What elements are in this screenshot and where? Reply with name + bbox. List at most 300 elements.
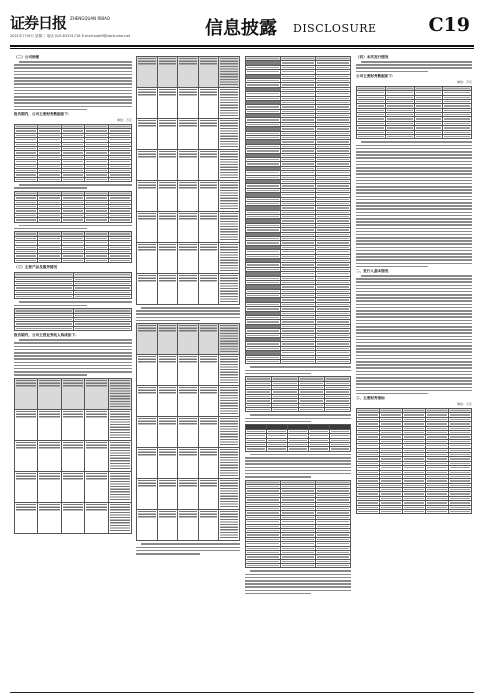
table-cell <box>198 57 219 88</box>
table-row <box>15 258 132 262</box>
col4-paragraph <box>356 61 472 72</box>
text-line <box>14 187 87 189</box>
logo-subtitle: ZHENGQUAN RIBAO <box>70 16 110 21</box>
text-line <box>14 355 132 357</box>
table-cell <box>449 510 472 514</box>
table-row <box>137 212 240 243</box>
text-line <box>356 339 472 341</box>
table-cell <box>219 510 240 541</box>
text-line <box>19 184 132 186</box>
table-cell <box>309 447 330 451</box>
table-cell <box>198 274 219 305</box>
table-cell <box>137 181 158 212</box>
text-line <box>245 590 351 592</box>
table-cell <box>137 324 158 355</box>
table-cell <box>157 417 178 448</box>
table-row <box>137 510 240 541</box>
text-line <box>356 215 472 217</box>
table-cell <box>219 150 240 181</box>
text-line <box>356 332 472 334</box>
text-line <box>356 240 472 242</box>
text-line <box>356 177 472 179</box>
table-cell <box>198 243 219 274</box>
text-line <box>356 259 472 261</box>
col4-paragraph <box>356 275 472 395</box>
table-cell <box>38 258 61 262</box>
text-line <box>250 570 351 572</box>
table-cell <box>85 258 108 262</box>
text-line <box>356 364 472 366</box>
text-line <box>14 352 132 354</box>
table-row <box>137 355 240 386</box>
table-cell <box>219 274 240 305</box>
table-cell <box>178 88 199 119</box>
text-line <box>14 368 132 370</box>
table-cell <box>380 510 403 514</box>
text-line <box>14 102 132 104</box>
text-line <box>356 336 472 338</box>
col1-heading: 报告期内，公司主营业务收入构成如下： <box>14 333 79 338</box>
table-cell <box>108 258 131 262</box>
text-line <box>356 205 472 207</box>
table-cell <box>198 212 219 243</box>
table-cell <box>38 218 61 222</box>
text-line <box>245 577 351 579</box>
table-cell <box>198 355 219 386</box>
text-line <box>356 154 472 156</box>
text-line <box>356 173 472 175</box>
text-line <box>356 390 472 392</box>
issue-date-line: 2021年7月6日 星期二 电话 010-83251716 E-mail:zqrb9@zqrb.sina.net <box>10 34 131 38</box>
col4-heading: 二、发行人基本情况 <box>356 268 389 273</box>
text-line <box>14 96 132 98</box>
table-cell <box>38 502 61 533</box>
text-line <box>356 145 472 147</box>
col3-paragraph <box>245 454 351 478</box>
table-cell <box>198 510 219 541</box>
financial-table <box>14 124 132 182</box>
text-line <box>14 83 132 85</box>
col1-heading: （三）主要产品及服务情况 <box>14 265 58 270</box>
text-line <box>356 281 472 283</box>
table-cell <box>198 324 219 355</box>
table-cell <box>61 177 84 181</box>
text-line <box>356 361 472 363</box>
table-cell <box>198 88 219 119</box>
table-cell <box>157 479 178 510</box>
table-cell <box>281 564 316 568</box>
table-cell <box>272 408 298 412</box>
table-cell <box>15 502 38 533</box>
table-cell <box>316 564 351 568</box>
text-line <box>356 358 472 360</box>
col1-paragraph <box>14 225 132 230</box>
text-line <box>245 593 311 595</box>
table-cell <box>137 510 158 541</box>
text-line <box>356 221 472 223</box>
table-cell <box>403 510 426 514</box>
text-line <box>356 310 472 312</box>
text-line <box>356 234 472 236</box>
table-cell <box>15 409 38 440</box>
text-line <box>356 374 472 376</box>
table-cell <box>157 355 178 386</box>
table-cell <box>108 502 131 533</box>
text-line <box>14 346 132 348</box>
table-cell <box>85 502 108 533</box>
text-line <box>356 212 472 214</box>
col1-paragraph <box>14 184 132 189</box>
table-cell <box>246 408 272 412</box>
table-cell <box>108 378 131 409</box>
table-cell <box>298 408 324 412</box>
text-line <box>14 80 132 82</box>
table-unit: 单位：万元 <box>116 118 132 122</box>
text-line <box>356 148 472 150</box>
text-line <box>356 294 472 296</box>
col1-paragraph <box>14 61 132 110</box>
text-line <box>356 313 472 315</box>
text-line <box>14 93 132 95</box>
text-line <box>356 387 472 389</box>
page-number: C19 <box>428 14 470 36</box>
text-line <box>356 393 428 395</box>
column-2 <box>136 54 240 690</box>
table-cell <box>137 243 158 274</box>
financial-table <box>14 231 132 263</box>
text-line <box>245 370 351 372</box>
table-cell <box>219 119 240 150</box>
financial-table <box>356 408 472 514</box>
table-row <box>15 378 132 409</box>
table-cell <box>157 324 178 355</box>
page-bottom-rule <box>10 692 474 693</box>
text-line <box>245 574 351 576</box>
table-cell <box>357 510 380 514</box>
table-cell <box>61 440 84 471</box>
table-cell <box>157 119 178 150</box>
table-cell <box>157 448 178 479</box>
listing-table <box>245 56 351 364</box>
table-cell <box>443 135 472 139</box>
table-cell <box>61 471 84 502</box>
text-line <box>356 307 472 309</box>
table-cell <box>178 150 199 181</box>
section-title: 信息披露 <box>205 18 277 39</box>
table-cell <box>198 479 219 510</box>
text-line <box>356 263 472 265</box>
text-line <box>245 467 351 469</box>
table-cell <box>219 386 240 417</box>
table-row <box>137 479 240 510</box>
table-cell <box>38 471 61 502</box>
table-row <box>15 471 132 502</box>
text-line <box>356 71 428 73</box>
text-line <box>356 285 472 287</box>
table-cell <box>178 212 199 243</box>
table-cell <box>178 510 199 541</box>
text-line <box>356 250 472 252</box>
text-line <box>19 225 132 227</box>
text-line <box>356 228 472 230</box>
text-line <box>136 317 240 319</box>
col2-paragraph <box>136 543 240 554</box>
table-row <box>246 564 351 568</box>
text-line <box>136 310 240 312</box>
table-cell <box>178 417 199 448</box>
text-line <box>14 74 132 76</box>
text-line <box>250 454 351 456</box>
col2-paragraph <box>136 307 240 321</box>
table-cell <box>137 119 158 150</box>
table-row <box>137 88 240 119</box>
text-line <box>356 288 472 290</box>
table-cell <box>157 243 178 274</box>
table-cell <box>15 218 38 222</box>
table-cell <box>178 324 199 355</box>
table-row <box>15 218 132 222</box>
text-line <box>245 586 351 588</box>
column-4 <box>356 54 472 690</box>
table-cell <box>73 295 132 299</box>
text-line <box>356 323 472 325</box>
text-line <box>245 473 351 475</box>
text-line <box>356 253 472 255</box>
text-line <box>141 543 240 545</box>
text-line <box>250 366 351 368</box>
table-cell <box>288 447 309 451</box>
table-row <box>15 326 132 330</box>
table-cell <box>330 447 351 451</box>
table-cell <box>385 135 414 139</box>
col1-paragraph <box>14 339 132 376</box>
table-cell <box>198 150 219 181</box>
table-cell <box>357 135 386 139</box>
table-cell <box>157 274 178 305</box>
column-1 <box>14 54 132 690</box>
text-line <box>356 345 472 347</box>
text-line <box>356 297 472 299</box>
table-cell <box>281 359 316 363</box>
text-line <box>356 326 472 328</box>
table-cell <box>198 386 219 417</box>
text-line <box>136 547 240 549</box>
text-line <box>356 208 472 210</box>
text-line <box>356 180 472 182</box>
table-cell <box>316 359 351 363</box>
table-cell <box>108 218 131 222</box>
text-line <box>14 349 132 351</box>
table-cell <box>85 409 108 440</box>
text-line <box>356 256 472 258</box>
text-line <box>356 367 472 369</box>
table-cell <box>157 150 178 181</box>
text-line <box>356 371 472 373</box>
text-line <box>14 228 87 230</box>
text-line <box>14 371 132 373</box>
text-line <box>19 301 132 303</box>
text-line <box>356 348 472 350</box>
table-row <box>137 181 240 212</box>
text-line <box>250 414 351 416</box>
masthead-rule-thin <box>10 48 474 49</box>
table-cell <box>178 355 199 386</box>
text-line <box>356 161 472 163</box>
table-cell <box>219 355 240 386</box>
table-cell <box>137 479 158 510</box>
table-row <box>15 440 132 471</box>
table-row <box>137 417 240 448</box>
col3-paragraph <box>245 414 351 422</box>
table-row <box>15 502 132 533</box>
table-row <box>137 324 240 355</box>
text-line <box>356 196 472 198</box>
table-row <box>137 243 240 274</box>
financial-table <box>14 308 132 331</box>
table-cell <box>137 212 158 243</box>
table-cell <box>15 258 38 262</box>
table-cell <box>178 479 199 510</box>
table-cell <box>61 218 84 222</box>
col3-paragraph <box>245 570 351 594</box>
text-line <box>245 470 351 472</box>
table-cell <box>178 181 199 212</box>
text-line <box>356 266 428 268</box>
table-cell <box>15 326 74 330</box>
text-line <box>356 218 472 220</box>
table-row <box>246 359 351 363</box>
table-cell <box>137 88 158 119</box>
table-cell <box>414 135 443 139</box>
table-cell <box>61 378 84 409</box>
table-cell <box>137 448 158 479</box>
table-row <box>137 150 240 181</box>
text-line <box>356 186 472 188</box>
text-line <box>356 243 472 245</box>
text-line <box>356 320 472 322</box>
text-line <box>356 167 472 169</box>
text-line <box>356 329 472 331</box>
table-cell <box>38 409 61 440</box>
text-line <box>356 278 472 280</box>
table-row <box>137 119 240 150</box>
table-cell <box>198 181 219 212</box>
table-cell <box>137 274 158 305</box>
financial-table <box>14 272 132 299</box>
table-cell <box>246 359 281 363</box>
table-cell <box>178 448 199 479</box>
table-cell <box>157 510 178 541</box>
table-cell <box>178 274 199 305</box>
table-unit: 单位：万元 <box>456 79 472 84</box>
table-cell <box>157 57 178 88</box>
table-cell <box>38 177 61 181</box>
text-line <box>356 151 472 153</box>
table-cell <box>178 243 199 274</box>
table-cell <box>219 181 240 212</box>
table-row <box>15 177 132 181</box>
text-line <box>356 304 472 306</box>
text-line <box>356 64 472 66</box>
table-cell <box>85 471 108 502</box>
table-cell <box>85 218 108 222</box>
table-cell <box>219 243 240 274</box>
text-line <box>14 109 87 111</box>
table-cell <box>61 258 84 262</box>
text-line <box>14 77 132 79</box>
text-line <box>19 339 132 341</box>
table-row <box>15 409 132 440</box>
text-line <box>14 342 132 344</box>
table-cell <box>178 119 199 150</box>
table-cell <box>157 212 178 243</box>
table-cell <box>15 295 74 299</box>
text-line <box>245 418 351 420</box>
text-line <box>245 463 351 465</box>
table-cell <box>157 88 178 119</box>
text-line <box>356 380 472 382</box>
text-line <box>356 202 472 204</box>
table-row <box>246 447 351 451</box>
text-line <box>356 189 472 191</box>
text-line <box>245 580 351 582</box>
col4-paragraph <box>356 141 472 267</box>
text-line <box>356 170 472 172</box>
table-cell <box>38 378 61 409</box>
table-row <box>15 295 132 299</box>
table-cell <box>85 440 108 471</box>
table-row <box>137 57 240 88</box>
text-line <box>361 61 472 63</box>
text-line <box>14 305 87 307</box>
col3-paragraph <box>245 366 351 374</box>
table-row <box>137 386 240 417</box>
text-line <box>14 362 132 364</box>
table-row <box>357 135 472 139</box>
summary-table <box>245 480 351 569</box>
table-cell <box>198 448 219 479</box>
table-cell <box>246 564 281 568</box>
table-cell <box>137 386 158 417</box>
table-cell <box>178 386 199 417</box>
table-cell <box>219 448 240 479</box>
table-row <box>357 510 472 514</box>
col4-heading: 公司主要财务数据如下： <box>356 73 396 78</box>
financial-table <box>14 191 132 223</box>
table-cell <box>157 386 178 417</box>
table-cell <box>38 440 61 471</box>
text-line <box>245 421 311 423</box>
newspaper-logo: 证券日报 <box>10 14 67 32</box>
table-cell <box>85 378 108 409</box>
text-line <box>245 460 351 462</box>
text-line <box>356 383 472 385</box>
col1-heading: （二）公司治理 <box>14 55 40 59</box>
summary-table <box>245 424 351 451</box>
table-cell <box>219 57 240 88</box>
text-line <box>14 374 87 376</box>
table-cell <box>15 378 38 409</box>
text-line <box>245 373 311 375</box>
table-row <box>246 408 351 412</box>
text-line <box>356 300 472 302</box>
table-cell <box>267 447 288 451</box>
section-title-english: DISCLOSURE <box>293 22 377 35</box>
table-row <box>137 448 240 479</box>
text-line <box>356 231 472 233</box>
text-line <box>14 365 132 367</box>
text-line <box>356 351 472 353</box>
